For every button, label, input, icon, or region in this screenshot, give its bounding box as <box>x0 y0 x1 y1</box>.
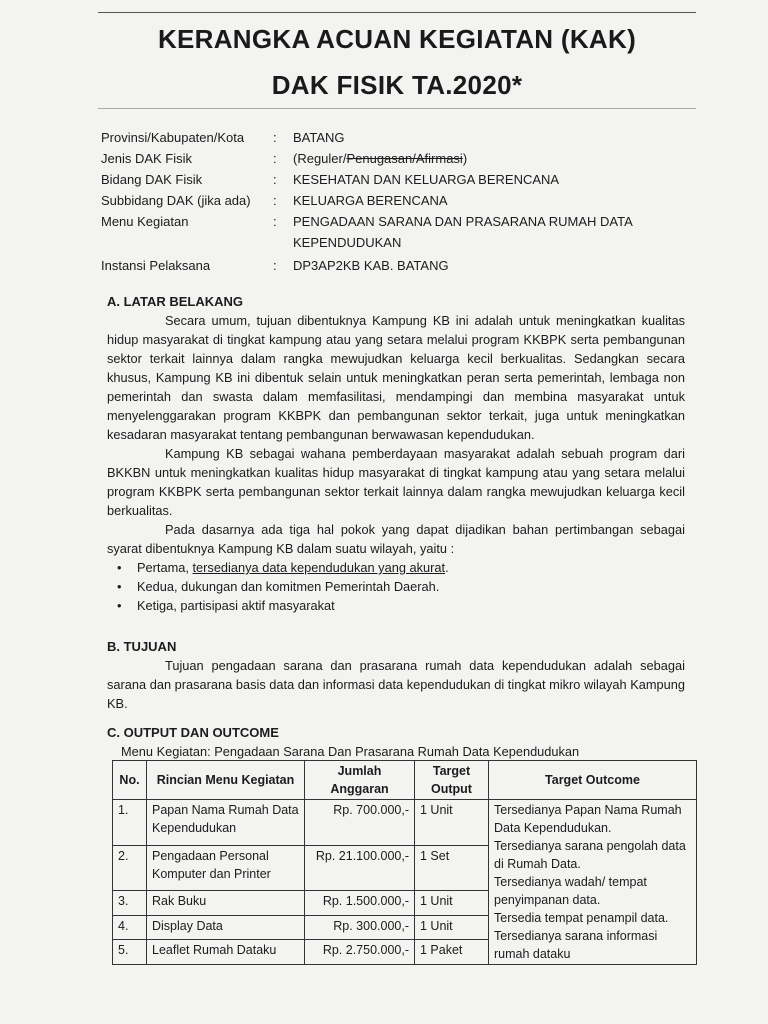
column-header: Target Output <box>415 761 489 800</box>
bullet-text: . <box>445 560 449 575</box>
meta-label: Jenis DAK Fisik <box>101 151 193 166</box>
row-item: Papan Nama Rumah Data Kependudukan <box>147 800 305 846</box>
meta-row-jenis-dak <box>101 148 671 169</box>
meta-row-bidang <box>101 169 671 190</box>
section-heading: A. LATAR BELAKANG <box>107 294 244 309</box>
row-output: 1 Unit <box>415 915 489 940</box>
column-header: Rincian Menu Kegiatan <box>147 761 305 800</box>
meta-value: KELUARGA BERENCANA <box>293 193 448 208</box>
table-caption: Menu Kegiatan: Pengadaan Sarana Dan Prasarana Rumah Data Kependudukan <box>121 744 580 759</box>
row-item: Pengadaan Personal Komputer dan Printer <box>147 845 305 891</box>
row-output: 1 Set <box>415 845 489 891</box>
outcome-line: Tersedianya Papan Nama Rumah Data Kependudukan. <box>494 803 682 835</box>
title-rule <box>98 108 696 109</box>
row-amount: Rp. 300.000,- <box>305 915 415 940</box>
outcome-line: Tersedianya sarana informasi rumah dataku <box>494 929 658 961</box>
paragraph: Secara umum, tujuan dibentuknya Kampung KB ini adalah untuk meningkatkan kualitas hidup masyarakat di tingkat kampung atau yang setara melalui program KKBPK serta pembangunan sektor terkait lainnya dalam rangka mewujudkan keluarga kecil berkualitas. Sedangkan secara khusus, Kampung KB ini dibentuk selain untuk meningkatkan peran serta pemerintah, lembaga non pemerintah dan swasta dalam memfasilitasi, mendampingi dan membina masyarakat untuk menyelenggarakan program KKBPK dan pembangunan sektor terkait, juga untuk meningkatkan kesadaran masyarakat tentang pembangunan berwawasan kependudukan. <box>107 313 685 442</box>
meta-label: Instansi Pelaksana <box>101 258 211 273</box>
meta-colon: : <box>273 193 277 208</box>
list-item: • Ketiga, partisipasi aktif masyarakat <box>107 596 685 615</box>
row-item: Rak Buku <box>147 891 305 916</box>
section-tujuan <box>107 637 685 713</box>
meta-colon: : <box>273 258 277 273</box>
bullet-emphasis: tersedianya data kependudukan yang akurat <box>192 560 446 575</box>
row-number: 2. <box>113 845 147 891</box>
row-item: Leaflet Rumah Dataku <box>147 940 305 965</box>
row-number: 1. <box>113 800 147 846</box>
row-number: 3. <box>113 891 147 916</box>
table-row <box>113 800 697 846</box>
meta-label: Subbidang DAK (jika ada) <box>101 193 251 208</box>
meta-value: KESEHATAN DAN KELUARGA BERENCANA <box>293 172 560 187</box>
bullet-text: Pertama, <box>137 560 193 575</box>
list-item: • Kedua, dukungan dan komitmen Pemerintah Daerah. <box>107 577 685 596</box>
column-header: Target Outcome <box>489 761 697 800</box>
meta-value <box>293 148 671 169</box>
document-title: KERANGKA ACUAN KEGIATAN (KAK) <box>157 24 637 54</box>
row-output: 1 Unit <box>415 891 489 916</box>
outcome-line: Tersedia tempat penampil data. <box>494 911 669 925</box>
row-amount: Rp. 1.500.000,- <box>305 891 415 916</box>
list-item <box>107 558 685 577</box>
column-header: No. <box>113 761 147 800</box>
meta-label: Bidang DAK Fisik <box>101 172 203 187</box>
row-amount: Rp. 2.750.000,- <box>305 940 415 965</box>
meta-label: Provinsi/Kabupaten/Kota <box>101 130 245 145</box>
meta-colon: : <box>273 130 277 145</box>
row-output: 1 Unit <box>415 800 489 846</box>
table-header-row <box>113 761 697 800</box>
meta-row-subbidang <box>101 190 671 211</box>
column-header: Jumlah Anggaran <box>305 761 415 800</box>
meta-label: Menu Kegiatan <box>101 214 189 229</box>
output-outcome-table <box>112 760 697 965</box>
row-amount: Rp. 21.100.000,- <box>305 845 415 891</box>
top-rule <box>98 12 696 13</box>
meta-block <box>101 127 671 276</box>
row-output: 1 Paket <box>415 940 489 965</box>
outcome-line: Tersedianya sarana pengolah data di Rumah Data. <box>494 839 686 871</box>
row-number: 4. <box>113 915 147 940</box>
paragraph: Kampung KB sebagai wahana pemberdayaan masyarakat adalah sebuah program dari BKKBN untuk meningkatkan kualitas hidup masyarakat di tingkat kampung atau yang setara melalui program KKBPK serta pembangunan sektor terkait lainnya dalam rangka mewujudkan keluarga kecil berkualitas. <box>107 446 685 518</box>
meta-row-provinsi <box>101 127 671 148</box>
meta-colon: : <box>273 214 277 229</box>
row-item: Display Data <box>147 915 305 940</box>
row-amount: Rp. 700.000,- <box>305 800 415 846</box>
bullet-list <box>107 558 685 615</box>
meta-colon: : <box>273 151 277 166</box>
jenis-struck: Penugasan/Afirmasi <box>346 151 463 166</box>
jenis-reguler: (Reguler/ <box>293 151 347 166</box>
document-subtitle: DAK FISIK TA.2020* <box>271 70 523 100</box>
section-output-outcome <box>107 723 685 761</box>
meta-row-menu <box>101 211 671 253</box>
meta-value: PENGADAAN SARANA DAN PRASARANA RUMAH DATA KEPENDUDUKAN <box>293 214 633 250</box>
paragraph: Pada dasarnya ada tiga hal pokok yang dapat dijadikan bahan pertimbangan sebagai syarat dibentuknya Kampung KB dalam suatu wilayah, yaitu : <box>107 522 685 556</box>
outcome-line: Tersedianya wadah/ tempat penyimpanan data. <box>494 875 647 907</box>
paragraph: Tujuan pengadaan sarana dan prasarana rumah data kependudukan adalah sebagai sarana dan prasarana basis data dan informasi data kependudukan di tingkat mikro wilayah Kampung KB. <box>107 658 685 711</box>
meta-colon: : <box>273 172 277 187</box>
row-number: 5. <box>113 940 147 965</box>
meta-value: DP3AP2KB KAB. BATANG <box>293 258 449 273</box>
section-heading: B. TUJUAN <box>107 639 177 654</box>
jenis-close: ) <box>462 151 468 166</box>
section-latar-belakang <box>107 292 685 615</box>
section-heading: C. OUTPUT DAN OUTCOME <box>107 725 279 740</box>
meta-row-instansi <box>101 255 671 276</box>
meta-value: BATANG <box>293 130 345 145</box>
outcome-cell <box>489 800 697 965</box>
